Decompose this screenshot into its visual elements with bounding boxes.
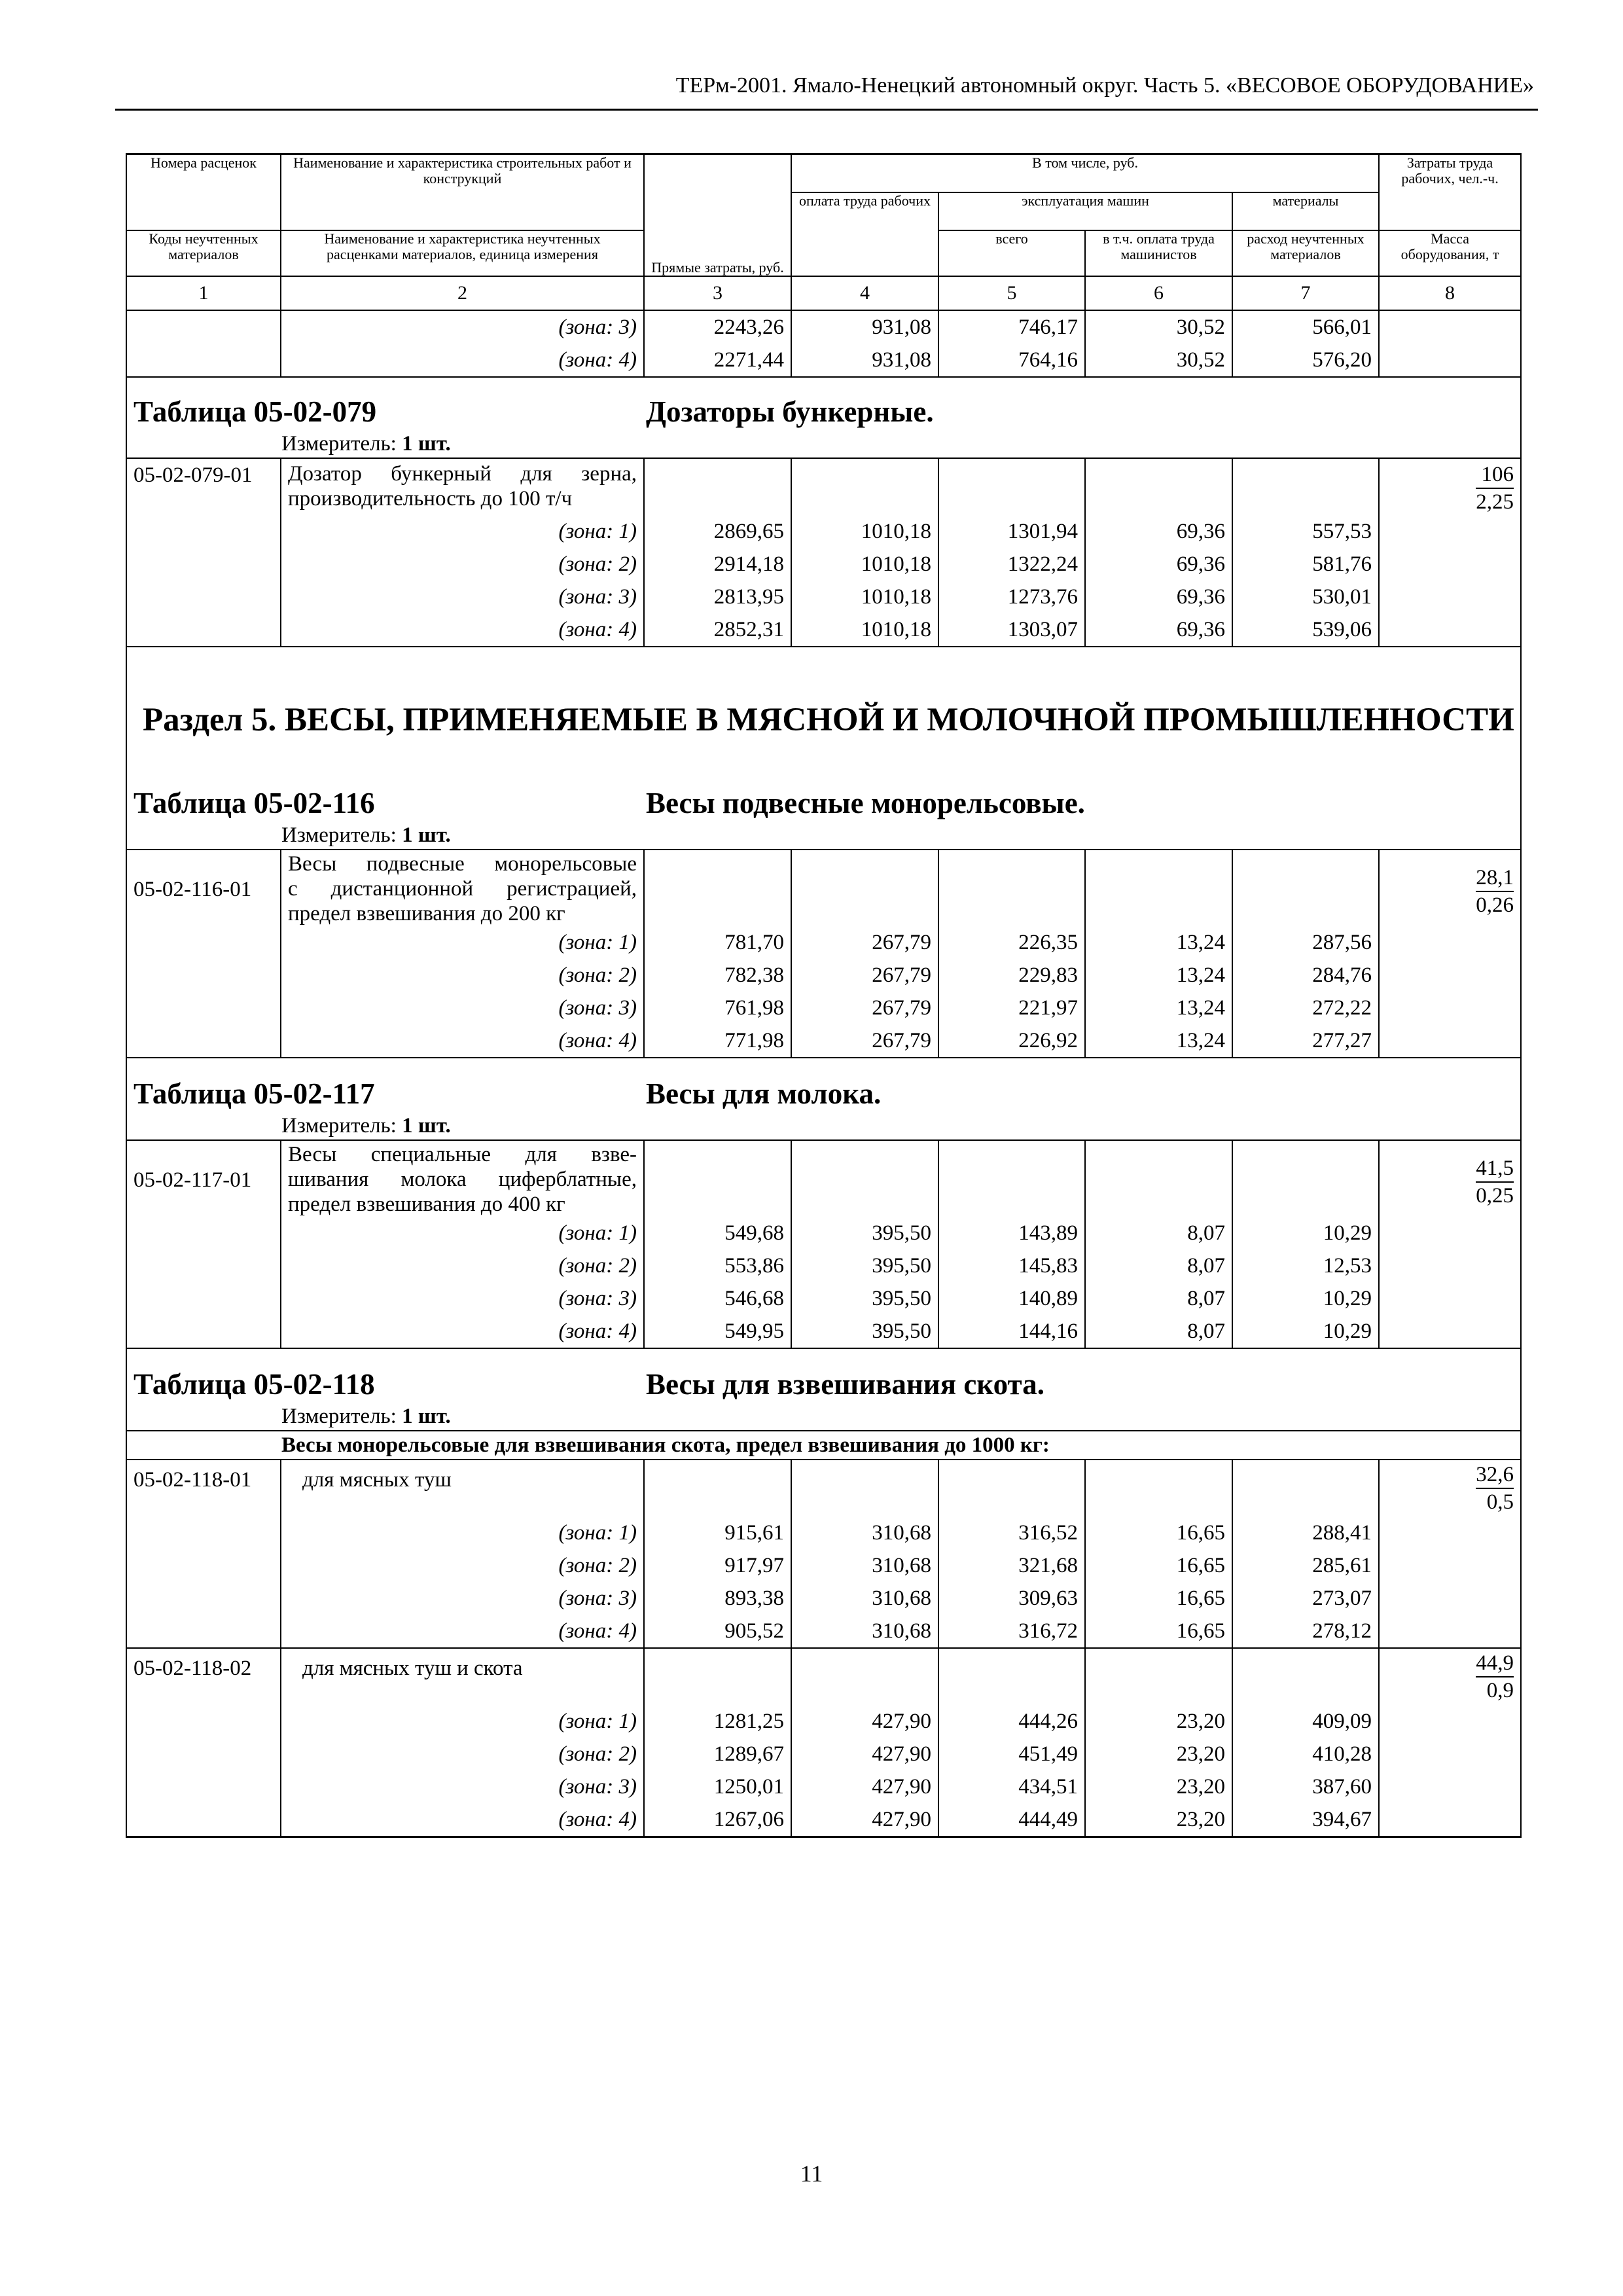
cell: 13,24: [1085, 926, 1232, 959]
table-header-row-1: [126, 154, 1521, 193]
zone-label: (зона: 1): [281, 1217, 644, 1249]
cell: 2914,18: [644, 548, 791, 581]
cell: 444,49: [938, 1803, 1085, 1837]
cell: 267,79: [791, 992, 938, 1024]
table-row: [126, 1024, 1521, 1058]
measure-row: [126, 821, 1521, 850]
cell: 23,20: [1085, 1705, 1232, 1738]
zone-label: (зона: 3): [281, 1770, 644, 1803]
cell: 310,68: [791, 1516, 938, 1549]
table-row: [126, 1282, 1521, 1315]
text: 44,9: [1476, 1650, 1514, 1677]
col-num: 3: [644, 276, 791, 310]
text: 1 шт.: [402, 823, 451, 847]
zone-label: (зона: 2): [281, 1549, 644, 1582]
cell: 395,50: [791, 1315, 938, 1348]
cell: 30,52: [1085, 344, 1232, 377]
table-name: Дозаторы бункерные.: [646, 395, 934, 428]
col8-header-b: Масса оборудования, т: [1379, 230, 1521, 276]
table-row: [126, 1549, 1521, 1582]
group-title: Весы монорельсовые для взвешивания скота, предел взвешивания до 1000 кг:: [126, 1431, 1521, 1460]
cell: 16,65: [1085, 1549, 1232, 1582]
cell: 2271,44: [644, 344, 791, 377]
item-row: [126, 1460, 1521, 1516]
zone-label: (зона: 4): [281, 344, 644, 377]
cell: 1273,76: [938, 581, 1085, 613]
table-row: [126, 926, 1521, 959]
item-description: [288, 461, 637, 511]
table-title-row: [126, 377, 1521, 430]
cell: 23,20: [1085, 1738, 1232, 1770]
cell: 143,89: [938, 1217, 1085, 1249]
cell: 1303,07: [938, 613, 1085, 647]
cell: 746,17: [938, 310, 1085, 344]
cell: 2852,31: [644, 613, 791, 647]
text: Измеритель:: [281, 1114, 397, 1138]
zone-label: (зона: 1): [281, 1516, 644, 1549]
cell: 273,07: [1232, 1582, 1379, 1615]
cell: 427,90: [791, 1770, 938, 1803]
text: 2,25: [1476, 490, 1514, 514]
col-num: 7: [1232, 276, 1379, 310]
table-row: [126, 613, 1521, 647]
labor-mass-fraction: [1476, 865, 1514, 918]
cell: 267,79: [791, 1024, 938, 1058]
cell: 285,61: [1232, 1549, 1379, 1582]
cell: 287,56: [1232, 926, 1379, 959]
cell: 931,08: [791, 344, 938, 377]
zone-label: (зона: 4): [281, 1024, 644, 1058]
table-row: [126, 992, 1521, 1024]
zone-label: (зона: 3): [281, 581, 644, 613]
cell: 1010,18: [791, 515, 938, 548]
item-description: [288, 852, 637, 926]
cell: 8,07: [1085, 1249, 1232, 1282]
cell: 771,98: [644, 1024, 791, 1058]
cell: 2869,65: [644, 515, 791, 548]
text: Весы подвесные монорельсовые: [288, 852, 637, 876]
measure-row: [126, 1403, 1521, 1431]
text: 32,6: [1476, 1462, 1514, 1489]
table-row: [126, 959, 1521, 992]
cell: 288,41: [1232, 1516, 1379, 1549]
cell: 8,07: [1085, 1315, 1232, 1348]
cell: 1281,25: [644, 1705, 791, 1738]
table-row: [126, 1315, 1521, 1348]
table-name: Весы подвесные монорельсовые.: [646, 787, 1085, 819]
zone-label: (зона: 2): [281, 548, 644, 581]
cell: 145,83: [938, 1249, 1085, 1282]
text: предел взвешивания до 200 кг: [288, 902, 565, 925]
zone-label: (зона: 4): [281, 1803, 644, 1837]
zone-label: (зона: 4): [281, 1615, 644, 1648]
text: 1 шт.: [402, 1405, 451, 1428]
cell: 226,92: [938, 1024, 1085, 1058]
rate-code: 05-02-079-01: [126, 458, 281, 515]
item-description: [288, 1142, 637, 1217]
labor-mass-fraction: [1476, 461, 1514, 515]
cell: 549,95: [644, 1315, 791, 1348]
table-row: [126, 1217, 1521, 1249]
zone-label: (зона: 2): [281, 959, 644, 992]
measure-label: Измеритель:: [281, 432, 397, 456]
table-label: Таблица 05-02-117: [134, 1077, 375, 1110]
cell: 395,50: [791, 1217, 938, 1249]
cell: 310,68: [791, 1615, 938, 1648]
labor-mass-fraction: [1476, 1462, 1514, 1515]
zone-label: (зона: 3): [281, 1582, 644, 1615]
table-label: Таблица 05-02-079: [134, 395, 377, 428]
cell: 10,29: [1232, 1217, 1379, 1249]
cell: 1322,24: [938, 548, 1085, 581]
cell: 395,50: [791, 1282, 938, 1315]
cell: 69,36: [1085, 613, 1232, 647]
table-row: [126, 1803, 1521, 1837]
cell: 16,65: [1085, 1582, 1232, 1615]
table-label: Таблица 05-02-116: [134, 787, 375, 819]
machines-header: эксплуатация машин: [938, 192, 1232, 230]
rate-code: 05-02-117-01: [126, 1140, 281, 1217]
text: с дистанционной регистрацией,: [288, 877, 637, 901]
text: Измеритель:: [281, 823, 397, 847]
table-row: [126, 310, 1521, 344]
cell: 13,24: [1085, 959, 1232, 992]
zone-label: (зона: 2): [281, 1249, 644, 1282]
col5-header: всего: [938, 230, 1085, 276]
col3-header: Прямые затраты, руб.: [644, 154, 791, 277]
cell: 410,28: [1232, 1738, 1379, 1770]
cell: 387,60: [1232, 1770, 1379, 1803]
cell: 30,52: [1085, 310, 1232, 344]
rate-code: 05-02-118-01: [126, 1460, 281, 1516]
col4-header: оплата труда рабочих: [791, 192, 938, 276]
cell: 566,01: [1232, 310, 1379, 344]
cell: 229,83: [938, 959, 1085, 992]
labor-mass-fraction: [1476, 1155, 1514, 1209]
cell: 781,70: [644, 926, 791, 959]
col-num: 6: [1085, 276, 1232, 310]
item-row: [126, 850, 1521, 926]
col1-header-b: Коды неучтенных материалов: [126, 230, 281, 276]
column-numbers-row: [126, 276, 1521, 310]
col2-header-b: Наименование и характеристика неучтенных расценками материалов, единица измерения: [281, 230, 644, 276]
col-num: 2: [281, 276, 644, 310]
cell: 761,98: [644, 992, 791, 1024]
col7-header: расход неучтенных материалов: [1232, 230, 1379, 276]
text: производительность до 100 т/ч: [288, 487, 573, 511]
page-number: 11: [800, 2161, 823, 2187]
col1-header-a: Номера расценок: [126, 154, 281, 231]
zone-label: (зона: 3): [281, 310, 644, 344]
text: предел взвешивания до 400 кг: [288, 1193, 565, 1216]
cell: 427,90: [791, 1738, 938, 1770]
cell: 1010,18: [791, 548, 938, 581]
included-header: В том числе, руб.: [791, 154, 1379, 193]
cell: 530,01: [1232, 581, 1379, 613]
cell: 1010,18: [791, 613, 938, 647]
cell: 277,27: [1232, 1024, 1379, 1058]
cell: 284,76: [1232, 959, 1379, 992]
cell: 310,68: [791, 1582, 938, 1615]
cell: 1301,94: [938, 515, 1085, 548]
item-description: для мясных туш: [281, 1460, 644, 1516]
cell: 310,68: [791, 1549, 938, 1582]
cell: 316,52: [938, 1516, 1085, 1549]
item-description: для мясных туш и скота: [281, 1648, 644, 1705]
cell: 69,36: [1085, 548, 1232, 581]
cell: 69,36: [1085, 581, 1232, 613]
col-num: 5: [938, 276, 1085, 310]
cell: 13,24: [1085, 1024, 1232, 1058]
cell: 915,61: [644, 1516, 791, 1549]
cell: 905,52: [644, 1615, 791, 1648]
cell: 221,97: [938, 992, 1085, 1024]
item-row: [126, 1648, 1521, 1705]
cell: 278,12: [1232, 1615, 1379, 1648]
cell: 16,65: [1085, 1516, 1232, 1549]
cell: 16,65: [1085, 1615, 1232, 1648]
cell: 23,20: [1085, 1770, 1232, 1803]
cell: 69,36: [1085, 515, 1232, 548]
cell: 451,49: [938, 1738, 1085, 1770]
cell: 394,67: [1232, 1803, 1379, 1837]
rate-code: 05-02-118-02: [126, 1648, 281, 1705]
col8-header-a: Затраты труда рабочих, чел.-ч.: [1379, 154, 1521, 231]
cell: 321,68: [938, 1549, 1085, 1582]
cell: 267,79: [791, 926, 938, 959]
cell: 427,90: [791, 1705, 938, 1738]
cell: 931,08: [791, 310, 938, 344]
cell: 427,90: [791, 1803, 938, 1837]
col-num: 1: [126, 276, 281, 310]
zone-label: (зона: 3): [281, 1282, 644, 1315]
col2-header-a: Наименование и характеристика строительных работ и конструкций: [281, 154, 644, 231]
header-title: ТЕРм-2001. Ямало-Ненецкий автономный округ. Часть 5. «ВЕСОВОЕ ОБОРУДОВАНИЕ»: [675, 73, 1534, 98]
page-header: [115, 71, 1538, 111]
cell: 144,16: [938, 1315, 1085, 1348]
cell: 395,50: [791, 1249, 938, 1282]
cell: 576,20: [1232, 344, 1379, 377]
table-row: [126, 1582, 1521, 1615]
table-title-row: [126, 1058, 1521, 1112]
cell: 12,53: [1232, 1249, 1379, 1282]
cell: 557,53: [1232, 515, 1379, 548]
text: Дозатор бункерный для зерна,: [288, 462, 637, 486]
cell: 1010,18: [791, 581, 938, 613]
table-name: Весы для взвешивания скота.: [646, 1368, 1044, 1401]
cell: 444,26: [938, 1705, 1085, 1738]
cell: 23,20: [1085, 1803, 1232, 1837]
zone-label: (зона: 4): [281, 613, 644, 647]
text: 0,26: [1476, 893, 1514, 917]
table-row: [126, 1249, 1521, 1282]
measure-row: [126, 430, 1521, 458]
zone-label: (зона: 1): [281, 926, 644, 959]
cell: 10,29: [1232, 1282, 1379, 1315]
text: 41,5: [1476, 1155, 1514, 1183]
table-row: [126, 344, 1521, 377]
table-row: [126, 1738, 1521, 1770]
text: Измеритель:: [281, 1405, 397, 1428]
table-row: [126, 1615, 1521, 1648]
labor-mass-fraction: [1476, 1650, 1514, 1704]
group-row: [126, 1431, 1521, 1460]
cell: 893,38: [644, 1582, 791, 1615]
table-row: [126, 1705, 1521, 1738]
cell: 267,79: [791, 959, 938, 992]
section-title: Раздел 5. ВЕСЫ, ПРИМЕНЯЕМЫЕ В МЯСНОЙ И МОЛОЧНОЙ ПРОМЫШЛЕННОСТИ: [143, 702, 1514, 738]
cell: 764,16: [938, 344, 1085, 377]
item-row: [126, 1140, 1521, 1217]
text: 1 шт.: [402, 1114, 451, 1138]
cell: 782,38: [644, 959, 791, 992]
cell: 316,72: [938, 1615, 1085, 1648]
cell: 1267,06: [644, 1803, 791, 1837]
table-title-row: [126, 742, 1521, 821]
text: 28,1: [1476, 865, 1514, 892]
text: 0,25: [1476, 1184, 1514, 1208]
measure-value: 1 шт.: [402, 432, 451, 456]
cell: 581,76: [1232, 548, 1379, 581]
materials-header: материалы: [1232, 192, 1379, 230]
table-label: Таблица 05-02-118: [134, 1368, 375, 1401]
text: 0,5: [1486, 1490, 1514, 1514]
cell: 553,86: [644, 1249, 791, 1282]
col-num: 4: [791, 276, 938, 310]
table-row: [126, 581, 1521, 613]
cell: 1289,67: [644, 1738, 791, 1770]
cell: 226,35: [938, 926, 1085, 959]
cell: 539,06: [1232, 613, 1379, 647]
col6-header: в т.ч. оплата труда машинистов: [1085, 230, 1232, 276]
table-row: [126, 1516, 1521, 1549]
cell: 2813,95: [644, 581, 791, 613]
table-name: Весы для молока.: [646, 1077, 882, 1110]
table-row: [126, 548, 1521, 581]
table-title-row: [126, 1348, 1521, 1403]
item-row: [126, 458, 1521, 515]
table-row: [126, 1770, 1521, 1803]
cell: 13,24: [1085, 992, 1232, 1024]
cell: 1250,01: [644, 1770, 791, 1803]
section-row: [126, 647, 1521, 742]
cell: 2243,26: [644, 310, 791, 344]
zone-label: (зона: 2): [281, 1738, 644, 1770]
cell: 10,29: [1232, 1315, 1379, 1348]
cell: 8,07: [1085, 1217, 1232, 1249]
cell: 409,09: [1232, 1705, 1379, 1738]
measure-row: [126, 1112, 1521, 1140]
rate-code: 05-02-116-01: [126, 850, 281, 926]
table-row: [126, 515, 1521, 548]
cell: 309,63: [938, 1582, 1085, 1615]
estimate-table: [126, 153, 1522, 1838]
cell: 8,07: [1085, 1282, 1232, 1315]
cell: 272,22: [1232, 992, 1379, 1024]
zone-label: (зона: 1): [281, 515, 644, 548]
zone-label: (зона: 4): [281, 1315, 644, 1348]
cell: 917,97: [644, 1549, 791, 1582]
cell: 546,68: [644, 1282, 791, 1315]
zone-label: (зона: 1): [281, 1705, 644, 1738]
cell: 549,68: [644, 1217, 791, 1249]
cell: 140,89: [938, 1282, 1085, 1315]
text: Весы специальные для взве-: [288, 1143, 637, 1166]
col-num: 8: [1379, 276, 1521, 310]
cell: 434,51: [938, 1770, 1085, 1803]
text: 106: [1476, 461, 1514, 489]
text: шивания молока циферблатные,: [288, 1168, 637, 1191]
zone-label: (зона: 3): [281, 992, 644, 1024]
text: 0,9: [1486, 1679, 1514, 1702]
